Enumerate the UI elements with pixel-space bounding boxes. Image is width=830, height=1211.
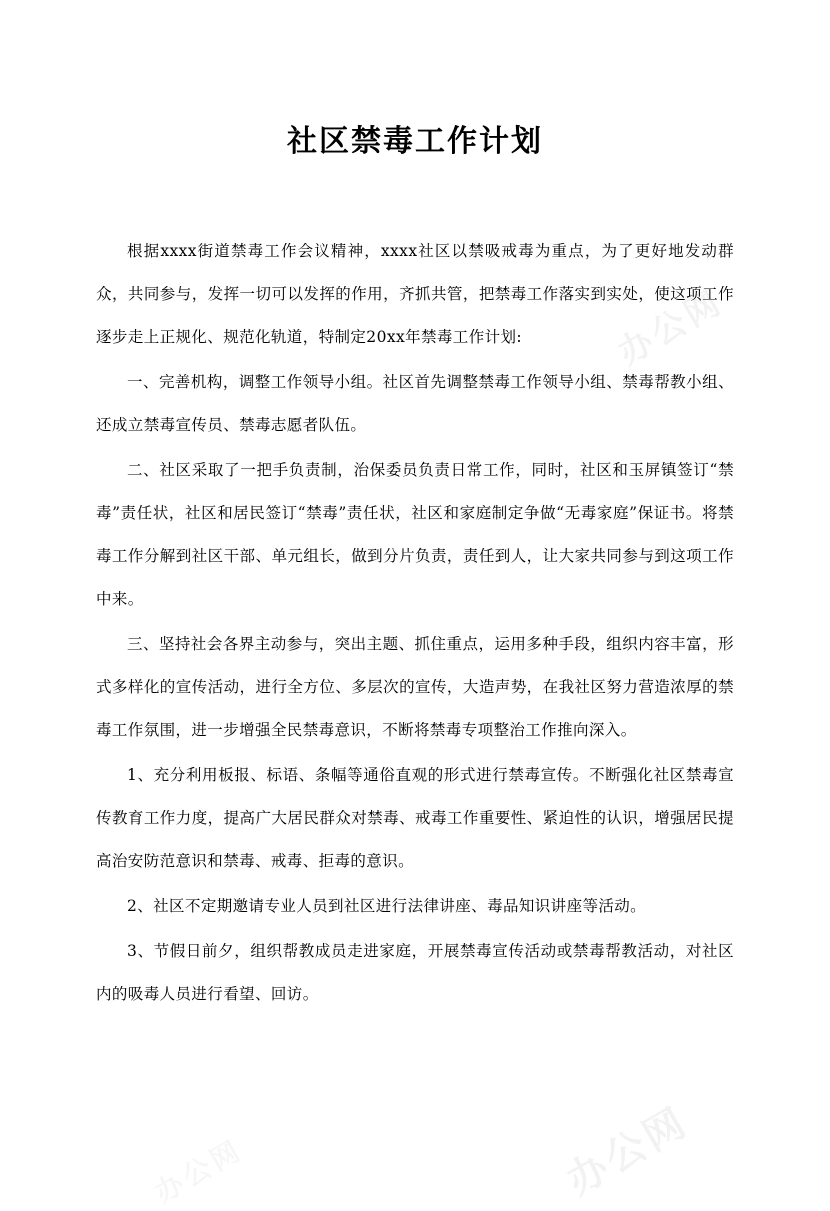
title-spacer — [96, 168, 734, 230]
watermark-top: 办公网 — [611, 281, 731, 374]
document-body — [96, 96, 734, 1018]
paragraph: 三、坚持社会各界主动参与，突出主题、抓住重点，运用多种手段，组织内容丰富，形式多样化的宣传活动，进行全方位、多层次的宣传，大造声势，在我社区努力营造浓厚的禁毒工作氛围，进一步增强全民禁毒意识，不断将禁毒专项整治工作推向深入。 — [96, 635, 734, 739]
paragraph: 根据xxxx街道禁毒工作会议精神，xxxx社区以禁吸戒毒为重点，为了更好地发动群众，共同参与，发挥一切可以发挥的作用，齐抓共管，把禁毒工作落实到实处，使这项工作逐步走上正规化、规范化轨道，特制定20xx年禁毒工作计划: — [96, 242, 734, 346]
paragraph: 一、完善机构，调整工作领导小组。社区首先调整禁毒工作领导小组、禁毒帮教小组、还成立禁毒宣传员、禁毒志愿者队伍。 — [96, 373, 734, 434]
watermark-bottom: 办公网 — [559, 1098, 697, 1205]
paragraph: 1、充分利用板报、标语、条幅等通俗直观的形式进行禁毒宣传。不断强化社区禁毒宣传教育工作力度，提高广大居民群众对禁毒、戒毒工作重要性、紧迫性的认识，增强居民提高治安防范意识和禁毒、戒毒、拒毒的意识。 — [96, 766, 734, 870]
paragraph: 2、社区不定期邀请专业人员到社区进行法律讲座、毒品知识讲座等活动。 — [127, 897, 647, 915]
page-title: 社区禁毒工作计划 — [287, 124, 543, 159]
paragraph: 3、节假日前夕，组织帮教成员走进家庭，开展禁毒宣传活动或禁毒帮教活动，对社区内的吸毒人员进行看望、回访。 — [96, 942, 734, 1003]
paragraph: 二、社区采取了一把手负责制，治保委员负责日常工作，同时，社区和玉屏镇签订“禁毒”责任状，社区和居民签订“禁毒”责任状，社区和家庭制定争做“无毒家庭”保证书。将禁毒工作分解到社区干部、单元组长，做到分片负责，责任到人，让大家共同参与到这项工作中来。 — [96, 461, 734, 608]
watermark-bottom-left: 办公网 — [148, 1133, 249, 1210]
